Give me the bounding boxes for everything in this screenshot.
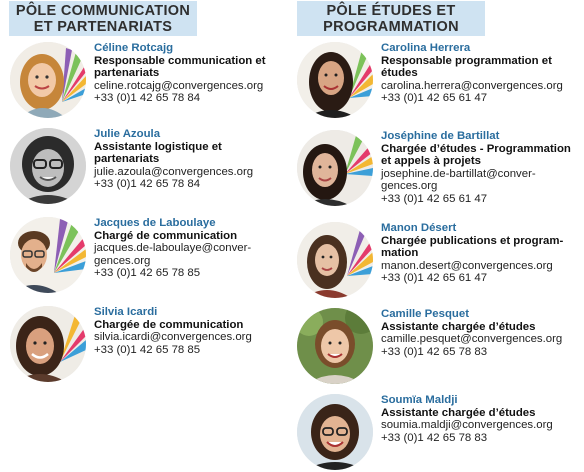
portrait-photo [10, 42, 86, 118]
person-role: Chargée d’études - Programmation [381, 142, 571, 155]
person-role: Assistante chargée d’études [381, 406, 536, 419]
phone-number: +33 (0)1 42 65 78 85 [94, 343, 201, 356]
email-link[interactable]: carolina.herrera@convergences.org [381, 79, 563, 92]
person-role: Chargée de communication [94, 318, 244, 331]
header-line: ET PARTENARIATS [33, 18, 173, 35]
contact-card [297, 130, 584, 214]
person-role: partenariats [94, 67, 160, 80]
contact-card [297, 222, 584, 306]
person-name: Céline Rotcajg [94, 42, 174, 54]
phone-number: +33 (0)1 42 65 78 85 [94, 267, 201, 280]
section-header [297, 1, 485, 36]
person-role: Chargée publications et program- [381, 234, 564, 247]
header-line: PÔLE ÉTUDES ET [326, 2, 456, 19]
person-name: Jacques de Laboulaye [94, 217, 216, 229]
person-role: Responsable programmation et [381, 54, 552, 67]
contact-card [297, 394, 584, 472]
person-name: Julie Azoula [94, 128, 161, 140]
person-role: Chargé de communication [94, 229, 238, 242]
phone-number: +33 (0)1 42 65 78 83 [381, 345, 488, 358]
portrait-photo [10, 306, 86, 382]
phone-number: +33 (0)1 42 65 78 84 [94, 92, 201, 105]
header-line: PÔLE COMMUNICATION [15, 2, 191, 19]
person-name: Manon Désert [381, 222, 457, 234]
person-role: Assistante chargée d’études [381, 320, 536, 333]
portrait-photo [297, 130, 373, 206]
phone-number: +33 (0)1 42 65 61 47 [381, 272, 488, 285]
person-name: Camille Pesquet [381, 308, 469, 320]
person-role: Responsable communication et [94, 54, 266, 67]
portrait-photo [297, 308, 373, 384]
person-role: et appels à projets [381, 155, 482, 168]
person-name: Carolina Herrera [381, 42, 471, 54]
email-link[interactable]: julie.azoula@convergences.org [94, 165, 254, 178]
portrait-photo [297, 394, 373, 470]
contact-card [10, 128, 290, 212]
portrait-photo [10, 128, 86, 204]
email-link[interactable]: camille.pesquet@convergences.org [381, 333, 563, 346]
email-link-continued[interactable]: gences.org [94, 254, 151, 267]
person-name: Silvia Icardi [94, 306, 158, 318]
email-link[interactable]: silvia.icardi@convergences.org [94, 331, 252, 344]
contact-card [10, 42, 290, 126]
email-link[interactable]: josephine.de-bartillat@conver- [381, 167, 536, 180]
phone-number: +33 (0)1 42 65 78 83 [381, 431, 488, 444]
email-link[interactable]: celine.rotcajg@convergences.org [94, 79, 264, 92]
email-link[interactable]: jacques.de-laboulaye@conver- [94, 242, 252, 255]
contact-card [10, 306, 290, 390]
phone-number: +33 (0)1 42 65 61 47 [381, 192, 488, 205]
phone-number: +33 (0)1 42 65 61 47 [381, 92, 488, 105]
email-link[interactable]: soumia.maldji@convergences.org [381, 419, 553, 432]
person-role: Assistante logistique et [94, 140, 222, 153]
header-line: PROGRAMMATION [323, 18, 459, 35]
email-link[interactable]: manon.desert@convergences.org [381, 259, 553, 272]
contact-card [297, 308, 584, 392]
section-header [9, 1, 197, 36]
portrait-photo [10, 217, 86, 293]
contact-card [297, 42, 584, 126]
portrait-photo [297, 222, 373, 298]
person-name: Soumïa Maldji [381, 394, 458, 406]
person-role: mation [381, 247, 419, 260]
person-name: Joséphine de Bartillat [381, 130, 500, 142]
contact-card [10, 217, 290, 301]
portrait-photo [297, 42, 373, 118]
person-role: partenariats [94, 153, 160, 166]
person-role: études [381, 67, 418, 80]
phone-number: +33 (0)1 42 65 78 84 [94, 178, 201, 191]
email-link-continued[interactable]: gences.org [381, 180, 438, 193]
